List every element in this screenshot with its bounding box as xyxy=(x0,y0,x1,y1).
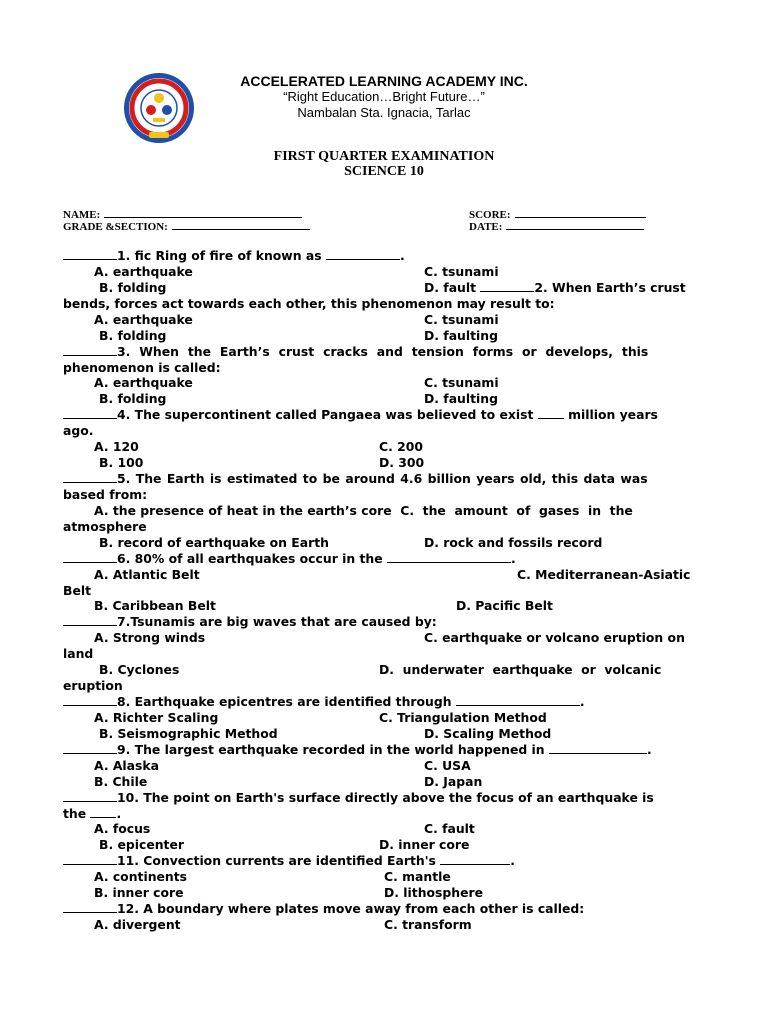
q10-option-d: D. inner core xyxy=(379,837,470,852)
question-6-stem: 6. 80% of all earthquakes occur in the xyxy=(117,551,383,566)
q2-option-c: C. tsunami xyxy=(424,312,499,327)
school-name: ACCELERATED LEARNING ACADEMY INC. xyxy=(240,73,528,89)
grade-section-blank[interactable] xyxy=(172,219,310,230)
q6-option-b: B. Caribbean Belt xyxy=(94,598,216,613)
question-11-stem: 11. Convection currents are identified Earth's xyxy=(117,853,436,868)
q10-option-b: B. epicenter xyxy=(99,837,184,852)
q11-option-a: A. continents xyxy=(94,869,188,884)
fill-blank xyxy=(549,742,647,754)
q1-option-c: C. tsunami xyxy=(424,264,499,279)
question-8: 8. Earthquake epicentres are identified through . xyxy=(63,694,585,710)
question-6: 6. 80% of all earthquakes occur in the . xyxy=(63,551,516,567)
q4-option-a: A. 120 xyxy=(94,439,139,454)
name-label: NAME: xyxy=(63,209,101,221)
question-7 xyxy=(63,614,437,630)
q2-option-a: A. earthquake xyxy=(94,312,193,327)
question-5 xyxy=(63,471,648,487)
answer-blank[interactable] xyxy=(63,471,117,483)
q6-option-d: D. Pacific Belt xyxy=(456,598,553,613)
name-blank[interactable] xyxy=(104,207,302,218)
question-10-stem-line1: 10. The point on Earth's surface directly above the focus of an earthquake is xyxy=(117,790,654,805)
question-12 xyxy=(63,901,584,917)
school-tagline: “Right Education…Bright Future…” xyxy=(283,89,485,104)
question-5-stem-line2: based from: xyxy=(63,487,148,502)
question-10-stem-line2-text: the xyxy=(63,806,87,821)
fill-blank xyxy=(326,248,400,260)
q8-option-b: B. Seismographic Method xyxy=(99,726,278,741)
q7-option-a: A. Strong winds xyxy=(94,630,206,645)
q7-option-d-cont: eruption xyxy=(63,678,123,693)
answer-blank[interactable] xyxy=(63,407,117,419)
question-3-stem-line2: phenomenon is called: xyxy=(63,360,221,375)
question-1: 1. fic Ring of fire of known as . xyxy=(63,248,405,264)
q11-option-b: B. inner core xyxy=(94,885,184,900)
q6-option-c-cont: Belt xyxy=(63,583,92,598)
question-1-stem: 1. fic Ring of fire of known as xyxy=(117,248,322,263)
grade-section-label: GRADE &SECTION: xyxy=(63,221,168,233)
q9-option-d: D. Japan xyxy=(424,774,483,789)
question-10-stem-line2: the . xyxy=(63,806,122,821)
answer-blank[interactable] xyxy=(480,280,534,292)
q1-option-b: B. folding xyxy=(99,280,167,295)
q9-option-c: C. USA xyxy=(424,758,471,773)
q11-option-d: D. lithosphere xyxy=(384,885,484,900)
score-label: SCORE: xyxy=(469,209,511,221)
q10-option-a: A. focus xyxy=(94,821,151,836)
q4-option-c: C. 200 xyxy=(379,439,423,454)
answer-blank[interactable] xyxy=(63,790,117,802)
q3-option-d: D. faulting xyxy=(424,391,498,406)
q1-option-d xyxy=(424,280,686,296)
answer-blank[interactable] xyxy=(63,248,117,260)
q6-option-a: A. Atlantic Belt xyxy=(94,567,200,582)
q8-option-d: D. Scaling Method xyxy=(424,726,552,741)
q4-option-d: D. 300 xyxy=(379,455,425,470)
date-blank[interactable] xyxy=(506,219,644,230)
fill-blank xyxy=(538,407,564,419)
q12-option-c: C. transform xyxy=(384,917,472,932)
fill-blank xyxy=(440,853,510,865)
question-9: 9. The largest earthquake recorded in the world happened in . xyxy=(63,742,652,758)
q5-option-b: B. record of earthquake on Earth xyxy=(99,535,329,550)
grade-section-field[interactable] xyxy=(63,219,310,233)
question-4 xyxy=(63,407,658,423)
exam-title: FIRST QUARTER EXAMINATION xyxy=(273,149,495,164)
question-3 xyxy=(63,344,648,360)
question-4-stem-line2: ago. xyxy=(63,423,94,438)
question-7-stem: 7.Tsunamis are big waves that are caused by: xyxy=(117,614,437,629)
answer-blank[interactable] xyxy=(63,551,117,563)
q9-option-b: B. Chile xyxy=(94,774,148,789)
q8-option-a: A. Richter Scaling xyxy=(94,710,219,725)
q3-option-c: C. tsunami xyxy=(424,375,499,390)
question-2-stem-start: 2. When Earth’s crust xyxy=(534,280,686,295)
date-label: DATE: xyxy=(469,221,503,233)
date-field[interactable] xyxy=(469,219,644,233)
fill-blank xyxy=(456,694,580,706)
q7-option-d: D. underwater earthquake or volcanic xyxy=(379,662,662,677)
answer-blank[interactable] xyxy=(63,742,117,754)
q8-option-c: C. Triangulation Method xyxy=(379,710,547,725)
question-10 xyxy=(63,790,654,806)
fill-blank xyxy=(90,806,116,818)
answer-blank[interactable] xyxy=(63,614,117,626)
q5-option-d: D. rock and fossils record xyxy=(424,535,603,550)
answer-blank[interactable] xyxy=(63,901,117,913)
q6-option-c: C. Mediterranean-Asiatic xyxy=(517,567,691,582)
q7-option-c-cont: land xyxy=(63,646,94,661)
q1-option-d-text: D. fault xyxy=(424,280,477,295)
q4-option-b: B. 100 xyxy=(99,455,144,470)
q5-options-a-c: A. the presence of heat in the earth’s core C. the amount of gases in the xyxy=(94,503,633,518)
question-8-stem: 8. Earthquake epicentres are identified through xyxy=(117,694,452,709)
question-9-stem: 9. The largest earthquake recorded in the world happened in xyxy=(117,742,545,757)
q1-option-a: A. earthquake xyxy=(94,264,193,279)
question-4-stem-b: million years xyxy=(568,407,658,422)
q2-option-b: B. folding xyxy=(99,328,167,343)
question-4-stem-a: 4. The supercontinent called Pangaea was believed to exist xyxy=(117,407,534,422)
q10-option-c: C. fault xyxy=(424,821,475,836)
score-blank[interactable] xyxy=(515,207,646,218)
question-12-stem: 12. A boundary where plates move away from each other is called: xyxy=(117,901,585,916)
school-address: Nambalan Sta. Ignacia, Tarlac xyxy=(297,105,471,120)
q11-option-c: C. mantle xyxy=(384,869,451,884)
q7-option-c: C. earthquake or volcano eruption on xyxy=(424,630,685,645)
question-11: 11. Convection currents are identified Earth's . xyxy=(63,853,515,869)
fill-blank xyxy=(387,551,511,563)
question-3-stem-line1: 3. When the Earth’s crust cracks and tension forms or develops, this xyxy=(117,344,649,359)
question-5-stem-line1: 5. The Earth is estimated to be around 4.6 billion years old, this data was xyxy=(117,471,648,486)
exam-subject: SCIENCE 10 xyxy=(344,164,424,179)
answer-blank[interactable] xyxy=(63,853,117,865)
q2-option-d: D. faulting xyxy=(424,328,498,343)
answer-blank[interactable] xyxy=(63,344,117,356)
q5-option-c-cont: atmosphere xyxy=(63,519,147,534)
q7-option-b: B. Cyclones xyxy=(99,662,180,677)
q3-option-a: A. earthquake xyxy=(94,375,193,390)
q3-option-b: B. folding xyxy=(99,391,167,406)
question-2-stem-cont: bends, forces act towards each other, this phenomenon may result to: xyxy=(63,296,555,311)
answer-blank[interactable] xyxy=(63,694,117,706)
q12-option-a: A. divergent xyxy=(94,917,181,932)
q9-option-a: A. Alaska xyxy=(94,758,160,773)
